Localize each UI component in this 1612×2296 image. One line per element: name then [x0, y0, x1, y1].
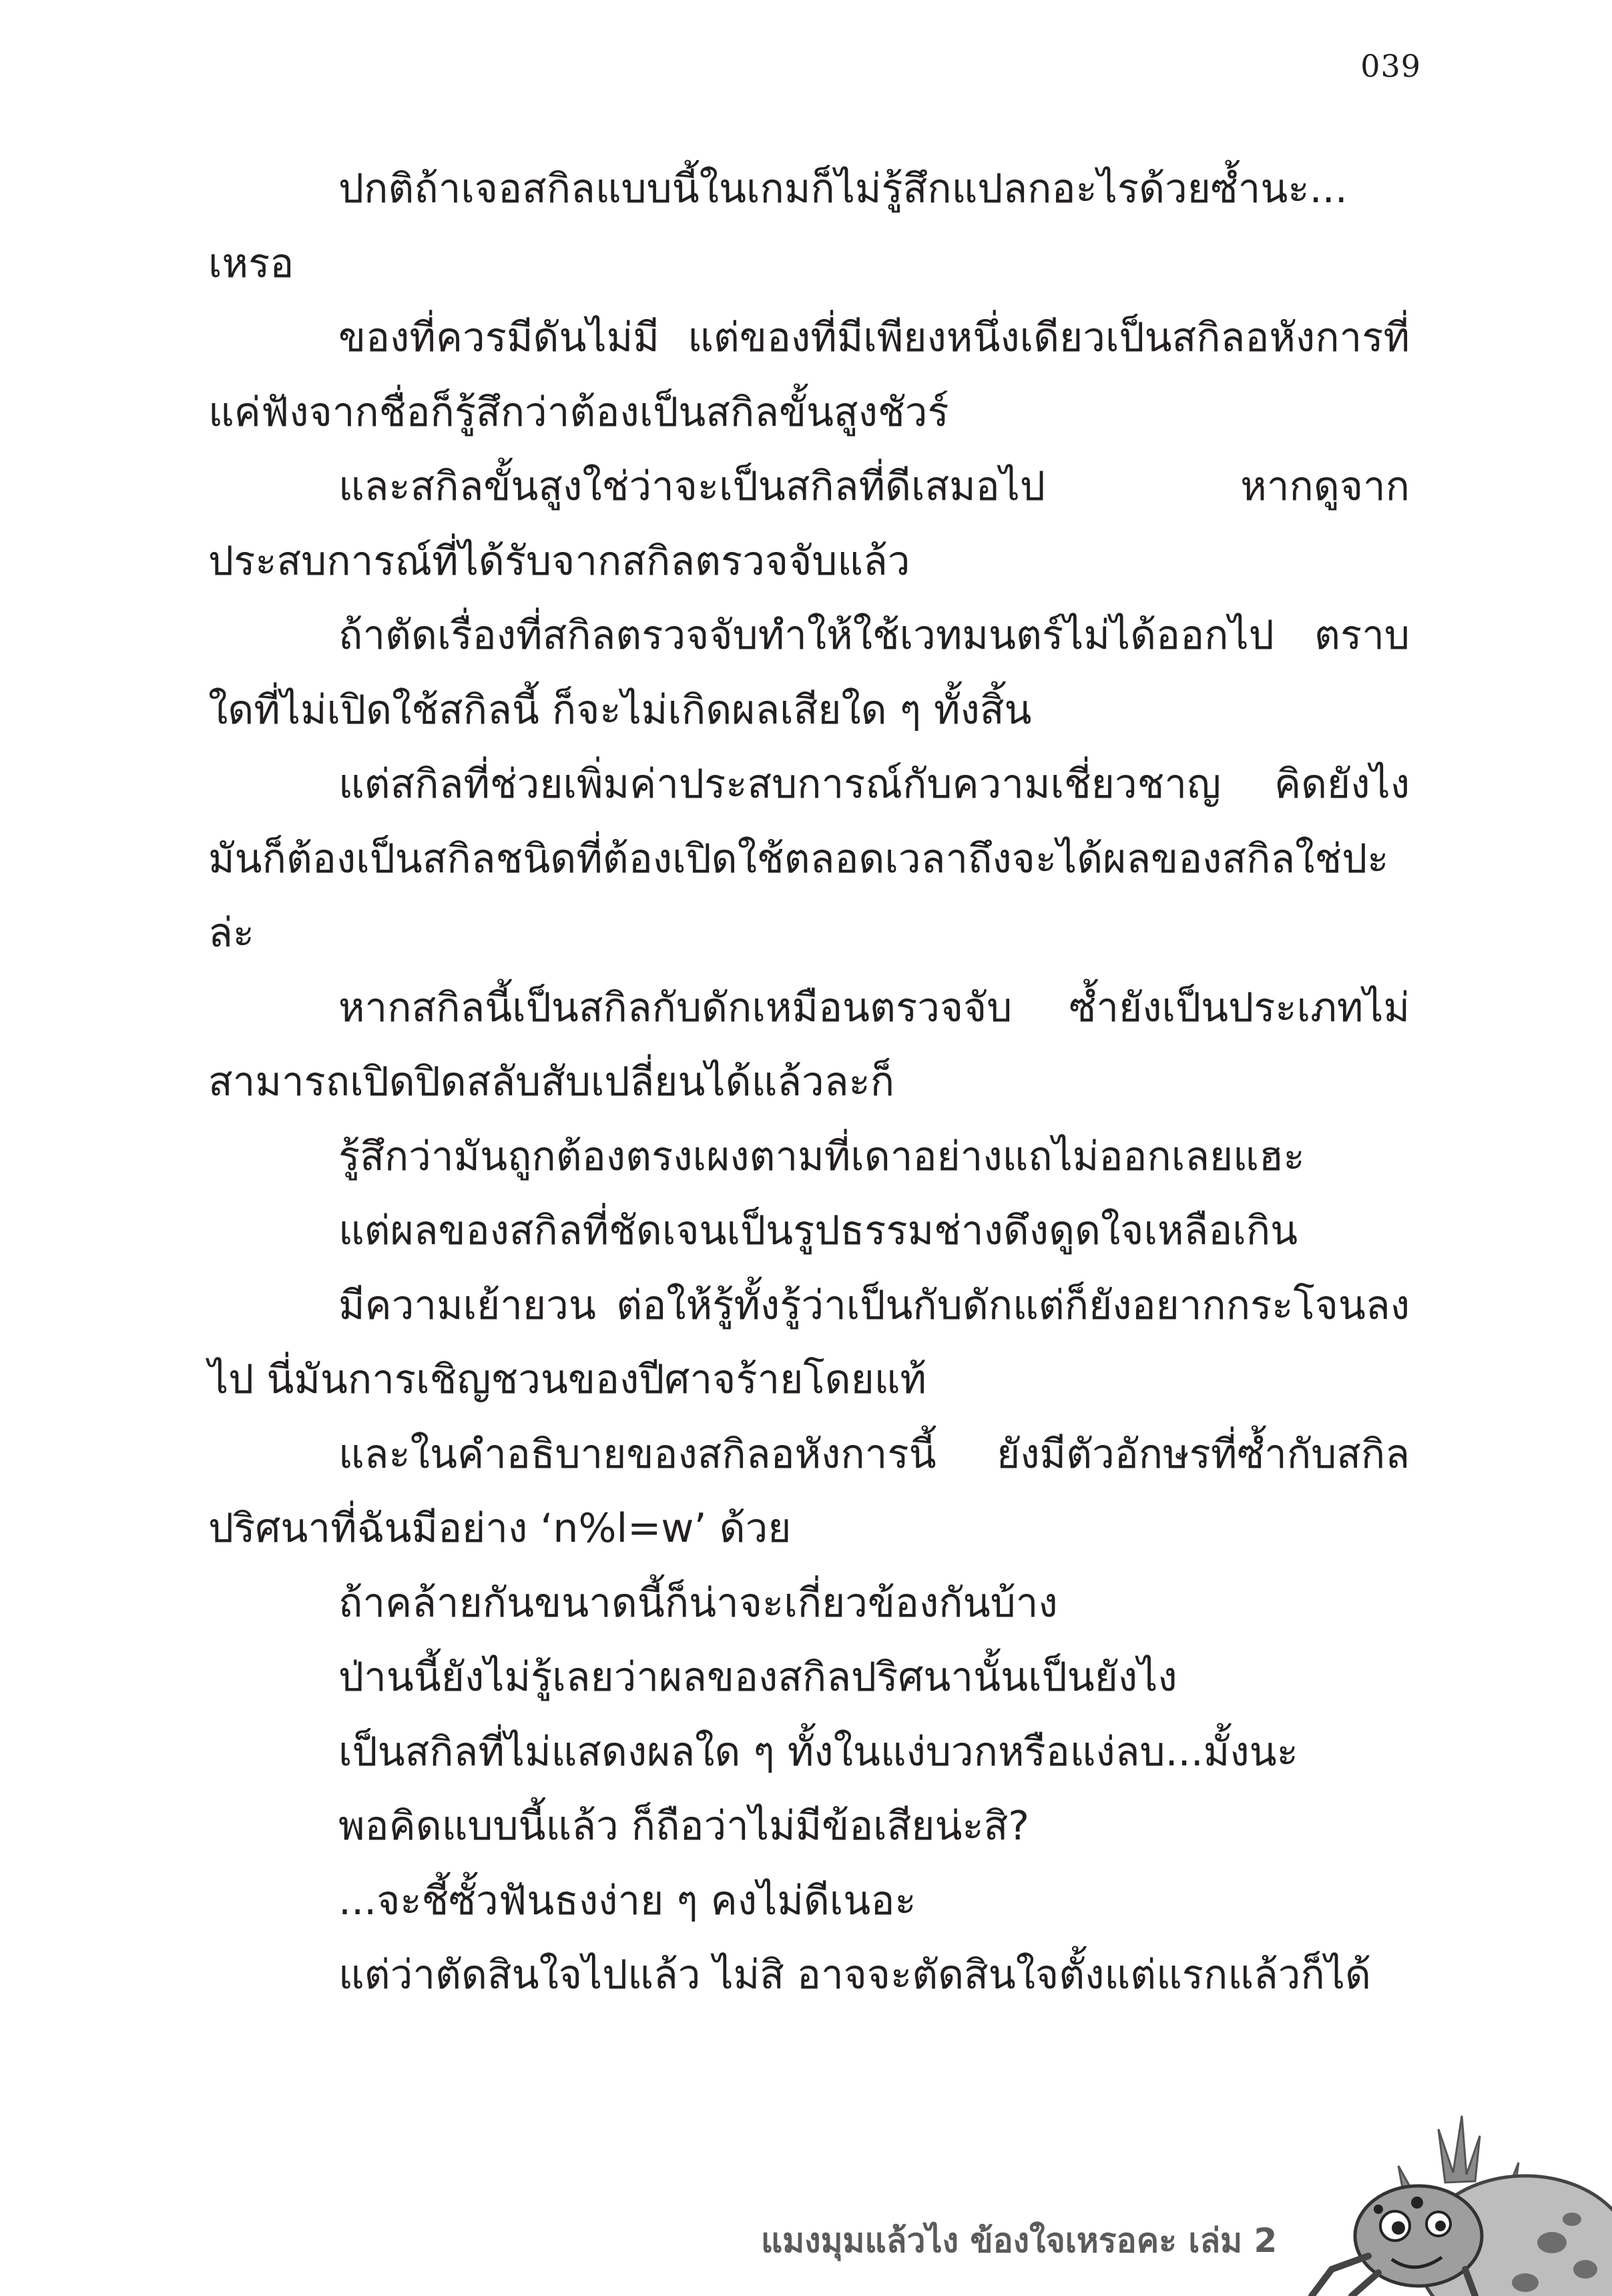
body-text — [208, 152, 1410, 2013]
spider-mascot-illustration — [1305, 2102, 1612, 2296]
paragraph: แต่สกิลที่ช่วยเพิ่มค่าประสบการณ์กับความเชี่ยวชาญ คิดยังไงมันก็ต้องเป็นสกิลชนิดที่ต้องเปิดใช้ตลอดเวลาถึงจะได้ผลของสกิลใช่ปะล่ะ — [208, 761, 1410, 956]
paragraph: แต่ว่าตัดสินใจไปแล้ว ไม่สิ อาจจะตัดสินใจตั้งแต่แรกแล้วก็ได้ — [338, 1952, 1371, 1998]
paragraph: แต่ผลของสกิลที่ชัดเจนเป็นรูปธรรมช่างดึงดูดใจเหลือเกิน — [338, 1207, 1298, 1254]
paragraph: ถ้าคล้ายกันขนาดนี้ก็น่าจะเกี่ยวข้องกันบ้าง — [338, 1579, 1058, 1627]
paragraph: ถ้าตัดเรื่องที่สกิลตรวจจับทำให้ใช้เวทมนตร์ไม่ได้ออกไป ตราบใดที่ไม่เปิดใช้สกิลนี้ ก็จะไม่เกิดผลเสียใด ๆ ทั้งสิ้น — [208, 612, 1410, 734]
footer-book-title: แมงมุมแล้วไง ข้องใจเหรอคะ เล่ม 2 — [761, 2221, 1278, 2260]
paragraph: มีความเย้ายวน ต่อให้รู้ทั้งรู้ว่าเป็นกับดักแต่ก็ยังอยากกระโจนลงไป นี่มันการเชิญชวนของปีศาจร้ายโดยแท้ — [208, 1281, 1410, 1403]
paragraph: ของที่ควรมีดันไม่มี แต่ของที่มีเพียงหนึ่งเดียวเป็นสกิลอหังการที่แค่ฟังจากชื่อก็รู้สึกว่าต้องเป็นสกิลขั้นสูงชัวร์ — [208, 314, 1410, 436]
paragraph: รู้สึกว่ามันถูกต้องตรงเผงตามที่เดาอย่างแถไม่ออกเลยแฮะ — [338, 1133, 1305, 1180]
paragraph: และในคำอธิบายของสกิลอหังการนี้ ยังมีตัวอักษรที่ซ้ำกับสกิลปริศนาที่ฉันมีอย่าง ‘n%l=w’ ด้วย — [208, 1430, 1410, 1552]
paragraph: พอคิดแบบนี้แล้ว ก็ถือว่าไม่มีข้อเสียน่ะสิ? — [338, 1803, 1030, 1849]
page-number: 039 — [1360, 48, 1421, 84]
paragraph: ปกติถ้าเจอสกิลแบบนี้ในเกมก็ไม่รู้สึกแปลกอะไรด้วยซ้ำนะ... เหรอ — [208, 166, 1348, 287]
paragraph: ป่านนี้ยังไม่รู้เลยว่าผลของสกิลปริศนานั้นเป็นยังไง — [338, 1654, 1177, 1701]
paragraph: หากสกิลนี้เป็นสกิลกับดักเหมือนตรวจจับ ซ้ำยังเป็นประเภทไม่สามารถเปิดปิดสลับสับเปลี่ยนได้แล้วละก็ — [208, 984, 1410, 1105]
paragraph: และสกิลขั้นสูงใช่ว่าจะเป็นสกิลที่ดีเสมอไป หากดูจากประสบการณ์ที่ได้รับจากสกิลตรวจจับแล้ว — [208, 463, 1410, 585]
paragraph: เป็นสกิลที่ไม่แสดงผลใด ๆ ทั้งในแง่บวกหรือแง่ลบ...มั้งนะ — [338, 1728, 1298, 1775]
paragraph: ...จะชี้ซั้วฟันธงง่าย ๆ คงไม่ดีเนอะ — [338, 1877, 916, 1924]
